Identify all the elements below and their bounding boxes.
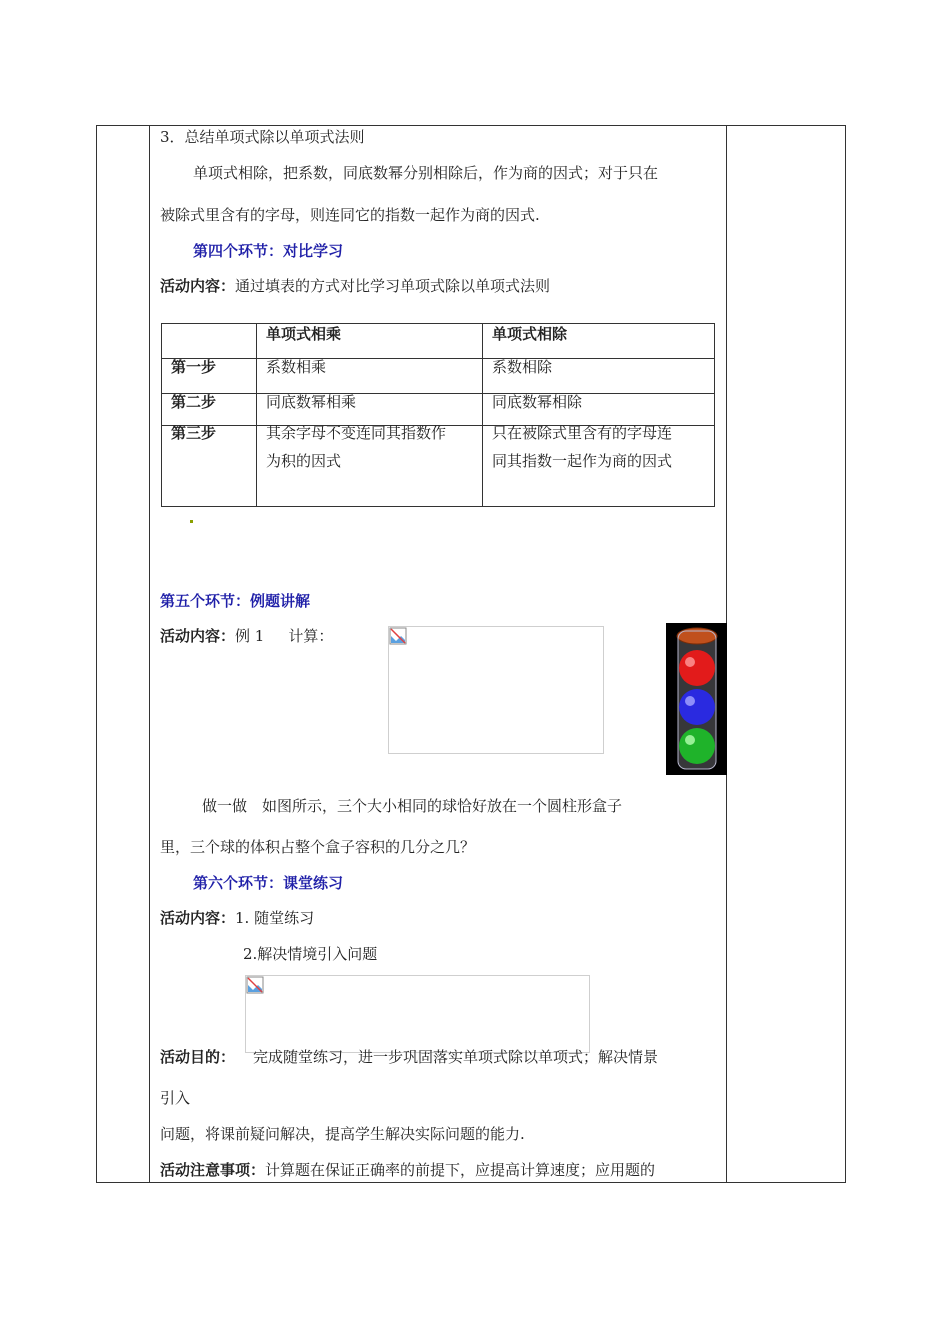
header-mul: 单项式相乘	[266, 325, 342, 343]
small-mark	[190, 520, 193, 523]
activity-text: 通过填表的方式对比学习单项式除以单项式法则	[235, 277, 551, 295]
goal-line1	[160, 1047, 658, 1067]
table-bottom-border	[96, 1182, 846, 1183]
step6-heading: 第六个环节：课堂练习	[193, 874, 344, 892]
activity-label: 活动内容：	[160, 277, 236, 295]
ball-blue	[679, 689, 715, 725]
goal-text: 完成随堂练习，进一步巩固落实单项式除以单项式；解决情景	[253, 1048, 659, 1066]
table-top-border	[96, 125, 846, 126]
section3-rule-line1: 单项式相除，把系数，同底数幂分别相除后，作为商的因式；对于只在	[193, 164, 659, 182]
note-text: 计算题在保证正确率的前提下，应提高计算速度；应用题的	[265, 1161, 656, 1179]
goal-label: 活动目的：	[160, 1048, 236, 1066]
table-row	[162, 324, 714, 359]
section3-title: 3．总结单项式除以单项式法则	[160, 128, 365, 146]
mul-cell: 同底数幂相乘	[266, 393, 357, 411]
div-cell: 系数相除	[492, 358, 553, 376]
goal-line2: 引入	[160, 1089, 191, 1107]
broken-image-icon	[246, 976, 264, 994]
header-div: 单项式相除	[492, 325, 568, 343]
tube-cap	[677, 628, 717, 644]
table-right-border	[845, 125, 846, 1183]
goal-line3: 问题，将课前疑问解决，提高学生解决实际问题的能力.	[160, 1125, 525, 1143]
try-it-line2: 里，三个球的体积占整个盒子容积的几分之几？	[160, 838, 476, 856]
section3-rule-line2: 被除式里含有的字母，则连同它的指数一起作为商的因式.	[160, 206, 540, 224]
table-col-line	[482, 324, 483, 506]
broken-image-icon	[389, 627, 407, 645]
step5-heading: 第五个环节：例题讲解	[160, 592, 311, 610]
try-it-line1: 做一做 如图所示，三个大小相同的球恰好放在一个圆柱形盒子	[202, 797, 623, 815]
mul-cell: 系数相乘	[266, 358, 327, 376]
compute-label: 计算：	[288, 627, 334, 645]
activity-label: 活动内容：	[160, 627, 236, 645]
div-cell: 只在被除式里含有的字母连	[492, 424, 673, 442]
mul-cell: 其余字母不变连同其指数作	[266, 424, 447, 442]
note-label: 活动注意事项：	[160, 1161, 266, 1179]
step5-activity	[160, 626, 333, 646]
table-col-divider-1	[149, 125, 150, 1183]
tube-balls-illustration	[666, 623, 727, 775]
ball-green	[679, 728, 715, 764]
practice-item-2: 2.解决情境引入问题	[243, 945, 378, 963]
practice-item-1: 1. 随堂练习	[235, 909, 315, 927]
ball-red	[679, 650, 715, 686]
div-cell: 同其指数一起作为商的因式	[492, 452, 673, 470]
step6-activity	[160, 908, 314, 928]
step-label: 第二步	[171, 393, 217, 411]
example-image-placeholder	[388, 626, 604, 754]
table-left-border	[96, 125, 97, 1183]
div-cell: 同底数幂相除	[492, 393, 583, 411]
table-row	[162, 359, 714, 394]
table-col-line	[256, 324, 257, 506]
step-label: 第三步	[171, 424, 217, 442]
mul-cell: 为积的因式	[266, 452, 342, 470]
step-label: 第一步	[171, 358, 217, 376]
comparison-table	[161, 323, 715, 507]
activity-label: 活动内容：	[160, 909, 236, 927]
note-line	[160, 1160, 655, 1180]
practice-image-placeholder	[245, 975, 590, 1053]
step4-heading: 第四个环节：对比学习	[193, 242, 344, 260]
tube-svg	[666, 623, 727, 775]
example-label: 例 1	[235, 627, 265, 645]
step4-activity	[160, 276, 550, 296]
